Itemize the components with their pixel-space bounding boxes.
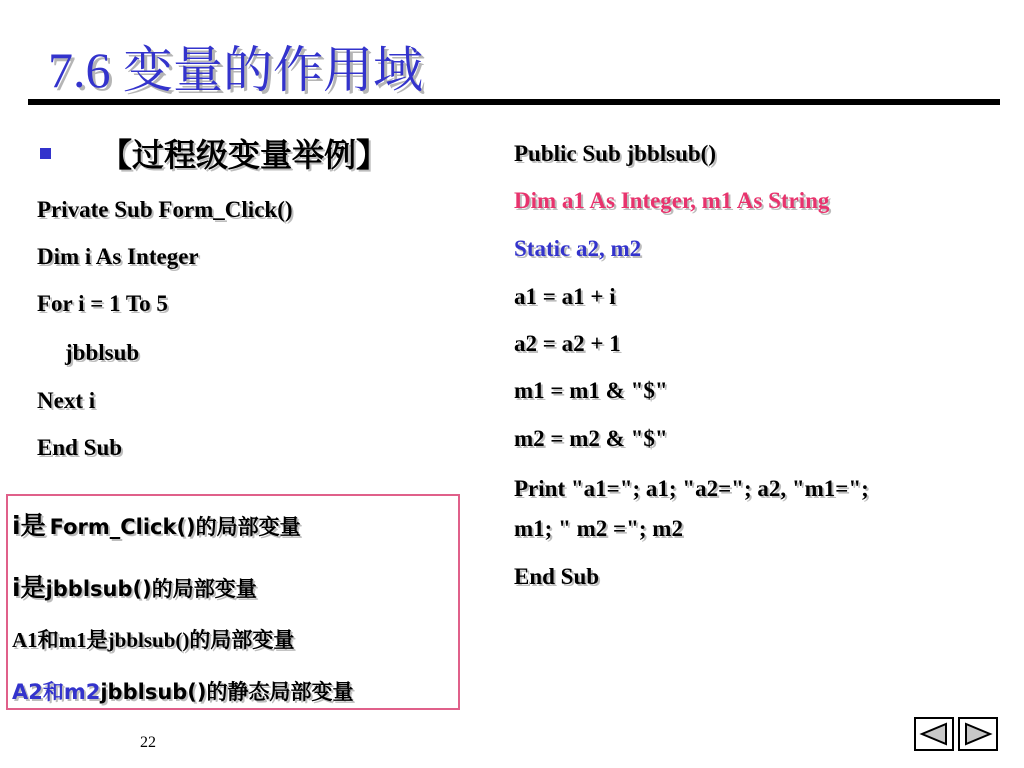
note-line-3: A1和m1是jbblsub()的局部变量: [12, 628, 295, 652]
right-code-line-1: Public Sub jbblsub(): [514, 141, 716, 166]
note-1-text: Form_Click()的局部变量: [49, 515, 301, 539]
right-code-line-3: Static a2, m2: [514, 236, 642, 261]
triangle-right-icon: [963, 722, 993, 746]
left-code-line-6: End Sub: [37, 435, 123, 460]
triangle-left-icon: [919, 722, 949, 746]
note-4-highlight: A2和m2: [12, 680, 101, 704]
left-code-line-2: Dim i As Integer: [37, 244, 199, 269]
note-line-4: [12, 676, 354, 706]
left-code-line-5: Next i: [37, 388, 96, 413]
page-number: 22: [140, 734, 156, 751]
right-code-line-7: m2 = m2 & "$": [514, 426, 668, 451]
right-code-line-6: m1 = m1 & "$": [514, 378, 668, 403]
slide-title: 7.6 变量的作用域: [48, 42, 423, 98]
right-code-line-2: Dim a1 As Integer, m1 As String: [514, 188, 830, 213]
note-2-prefix: i是: [12, 573, 46, 602]
right-code-line-4: a1 = a1 + i: [514, 284, 616, 309]
section-heading: 【过程级变量举例】: [100, 137, 389, 173]
note-line-1: [12, 506, 301, 542]
left-code-line-3: For i = 1 To 5: [37, 291, 168, 316]
previous-slide-button[interactable]: [914, 717, 954, 751]
note-1-prefix: i是: [12, 511, 46, 540]
right-code-line-5: a2 = a2 + 1: [514, 331, 621, 356]
note-4-text: jbblsub()的静态局部变量: [100, 680, 354, 704]
left-code-line-4: jbblsub: [65, 340, 140, 365]
note-2-text: jbblsub()的局部变量: [45, 577, 257, 601]
left-code-line-1: Private Sub Form_Click(): [37, 197, 293, 222]
right-code-line-9: m1; " m2 ="; m2: [514, 516, 683, 541]
right-code-line-10: End Sub: [514, 564, 600, 589]
note-line-2: [12, 568, 257, 604]
right-code-line-8: Print "a1="; a1; "a2="; a2, "m1=";: [514, 476, 869, 501]
title-divider: [28, 99, 1000, 105]
next-slide-button[interactable]: [958, 717, 998, 751]
bullet-square-icon: [40, 148, 51, 159]
